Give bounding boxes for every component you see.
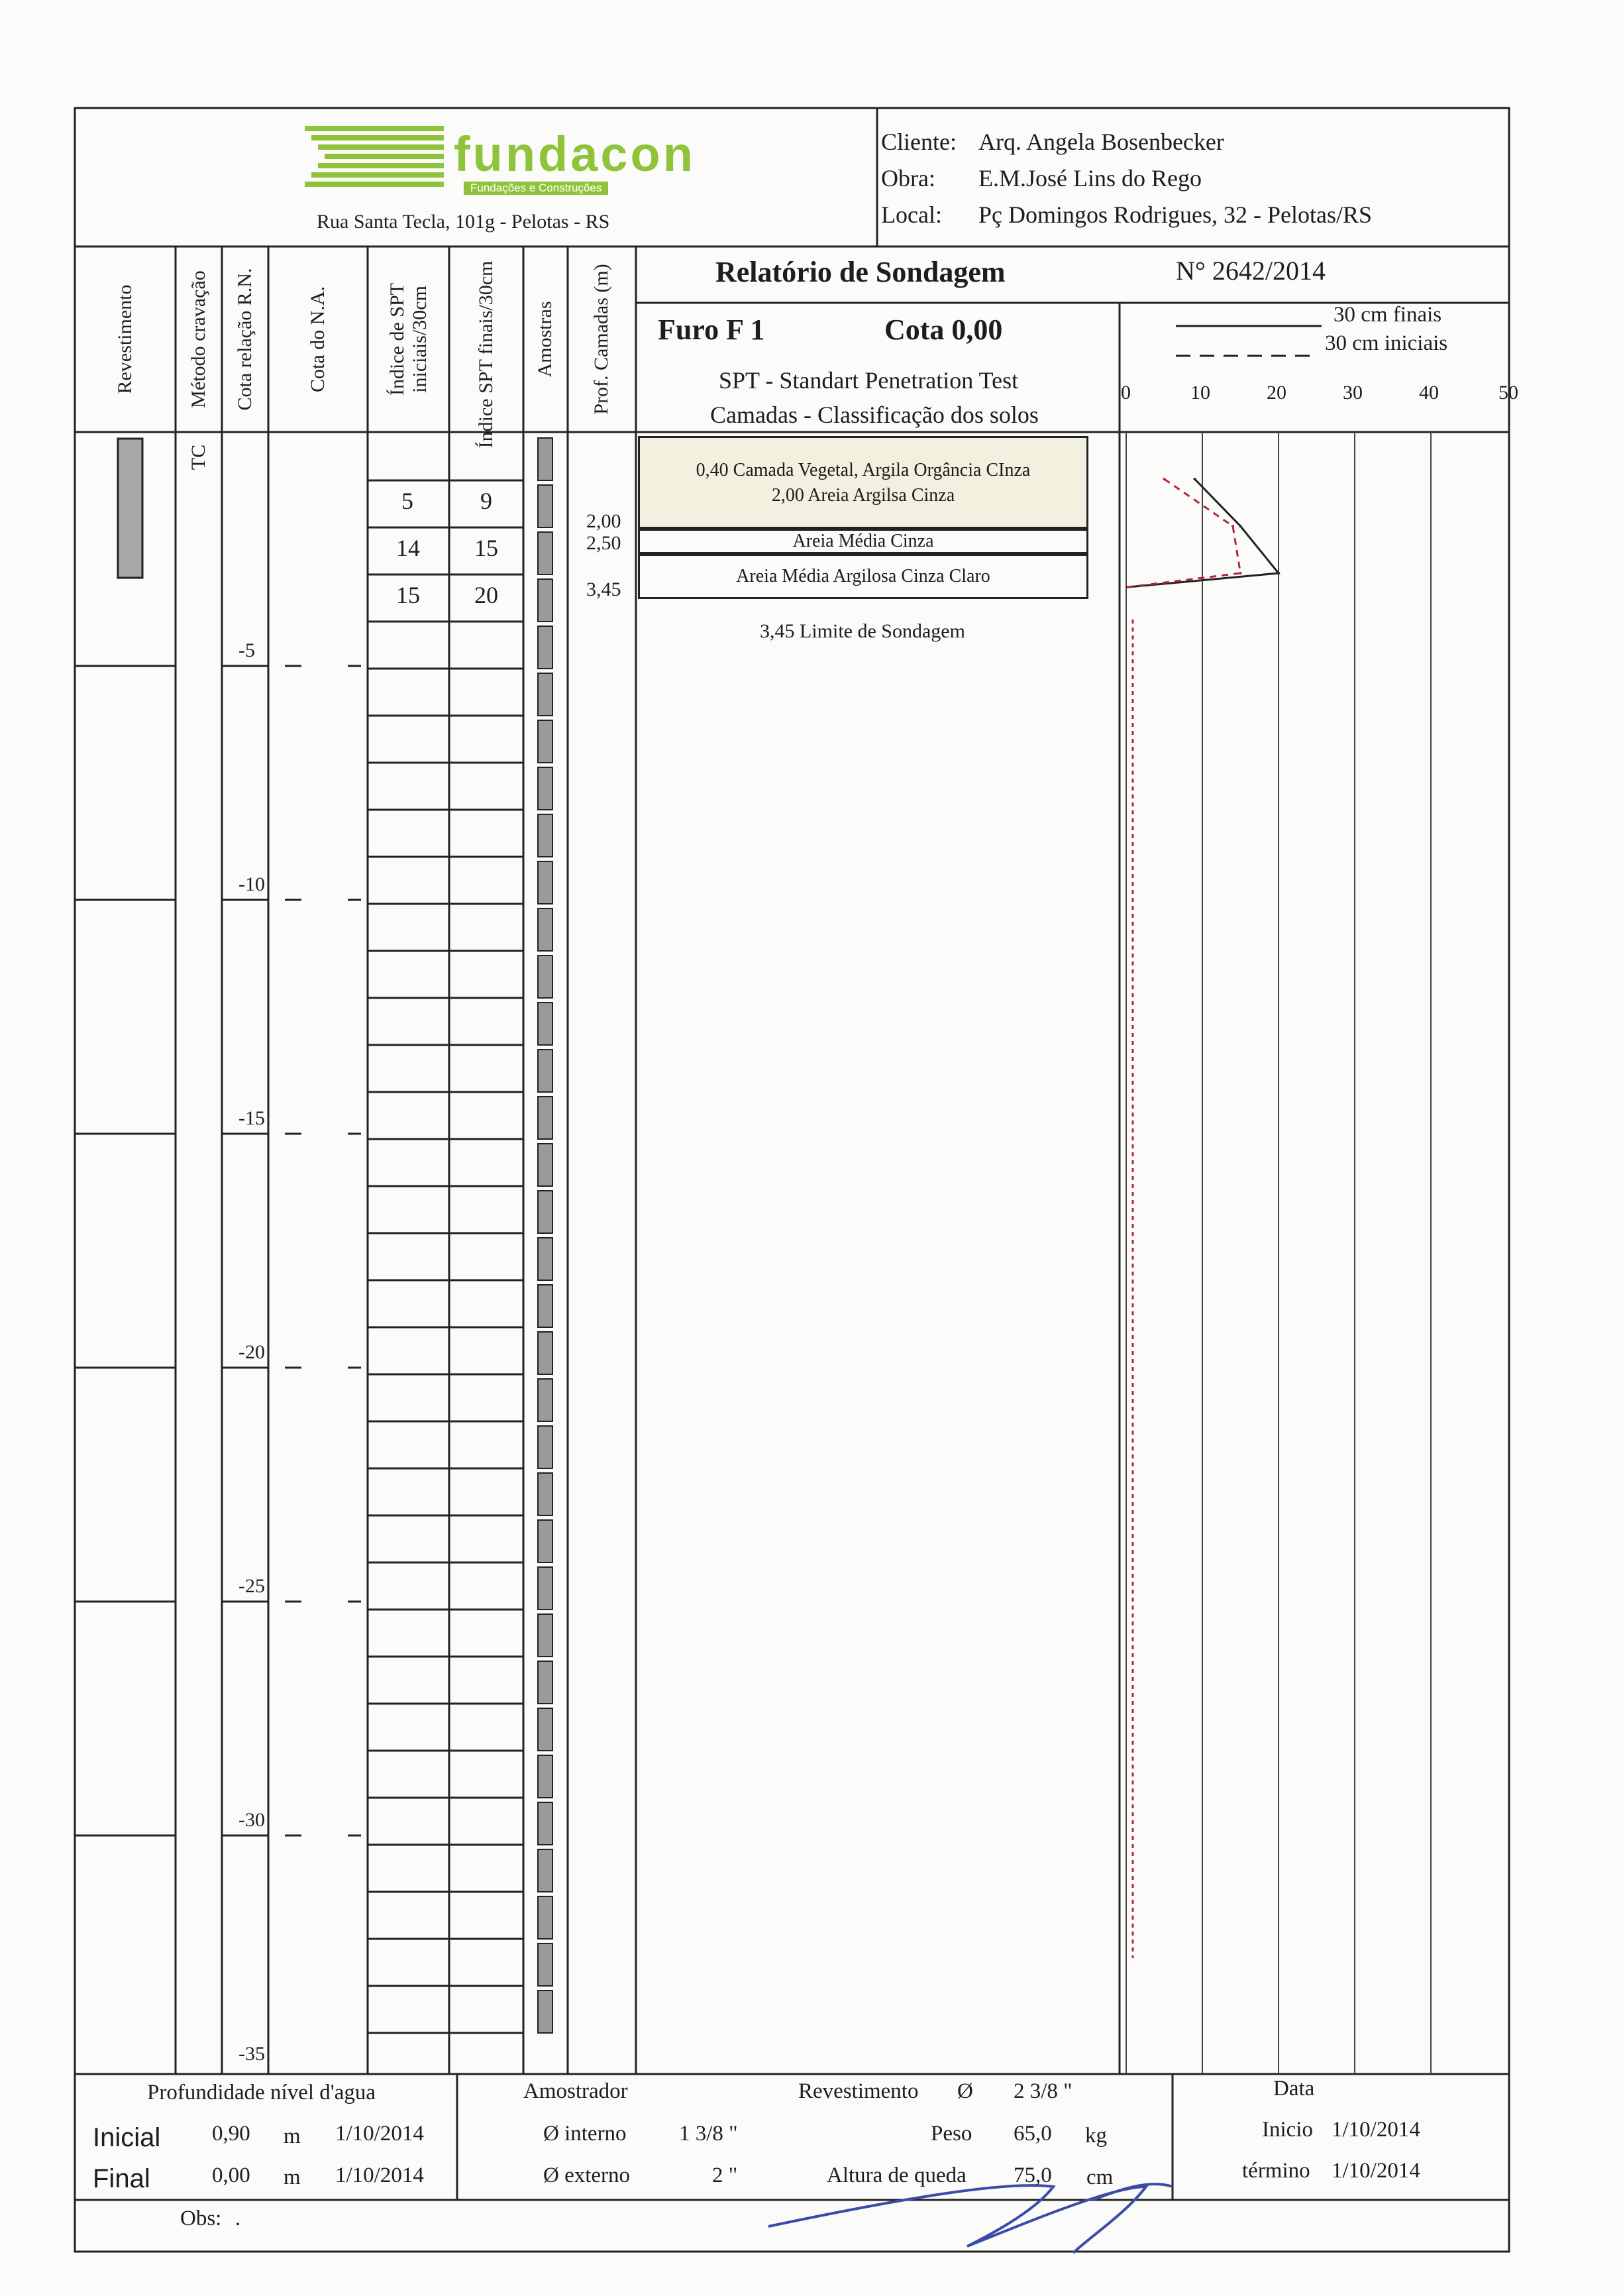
sampler-title: Amostrador — [523, 2079, 628, 2103]
report-number: N° 2642/2014 — [1176, 256, 1326, 286]
test-name: SPT - Standart Penetration Test — [719, 367, 1019, 394]
layers-caption: Camadas - Classificação dos solos — [710, 402, 1039, 428]
final-date: 1/10/2014 — [335, 2163, 424, 2187]
initial-date: 1/10/2014 — [335, 2122, 424, 2146]
depth-mark-5: -5 — [238, 639, 255, 661]
depth-mark-10: -10 — [238, 873, 265, 895]
legend-final: 30 cm finais — [1334, 303, 1442, 327]
soil-layer-1-line2: 2,00 Areia Argilsa Cinza — [771, 485, 955, 506]
final-label: Final — [93, 2164, 150, 2193]
inner-label: Ø interno — [543, 2122, 627, 2146]
drive-method-value: TC — [187, 444, 209, 470]
x-tick-10: 10 — [1190, 382, 1210, 404]
weight-label: Peso — [931, 2122, 972, 2146]
depth-mark-15: -15 — [238, 1107, 265, 1129]
spt-initial-3: 15 — [396, 582, 420, 608]
final-value: 0,00 — [212, 2163, 250, 2187]
col-drive-method: Método cravação — [187, 270, 209, 408]
soil-layer-1-line1: 0,40 Camada Vegetal, Argila Orgância CInza — [696, 460, 1031, 480]
spt-final-3: 20 — [474, 582, 498, 608]
company-address: Rua Santa Tecla, 101g - Pelotas - RS — [317, 211, 610, 233]
end-label: término — [1242, 2159, 1310, 2183]
casing-value: 2 3/8 " — [1014, 2079, 1073, 2103]
series-point-1-0 — [1163, 478, 1166, 480]
spt-initial-2: 14 — [396, 535, 420, 561]
spt-final-2: 15 — [474, 535, 498, 561]
soil-layer-3: Areia Média Argilosa Cinza Claro — [638, 554, 1088, 599]
spt-final-1: 9 — [480, 488, 492, 514]
client-label: Cliente: — [881, 129, 957, 155]
sounding-limit: 3,45 Limite de Sondagem — [760, 620, 965, 642]
outer-value: 2 " — [712, 2163, 738, 2187]
depth-mark-20: -20 — [238, 1341, 265, 1363]
series-line-final — [1126, 479, 1279, 587]
depth-mark-25: -25 — [238, 1575, 265, 1597]
drop-value: 75,0 — [1014, 2163, 1052, 2187]
work-value: E.M.José Lins do Rego — [978, 165, 1202, 191]
x-tick-0: 0 — [1121, 382, 1131, 404]
date-title: Data — [1273, 2077, 1315, 2101]
water-title: Profundidade nível d'agua — [147, 2081, 376, 2105]
inner-value: 1 3/8 " — [679, 2122, 738, 2146]
location-value: Pç Domingos Rodrigues, 32 - Pelotas/RS — [978, 201, 1373, 228]
logo-stripes-icon — [305, 126, 450, 199]
series-line-initial — [1126, 479, 1241, 587]
col-spt-initial-line2: iniciais/30cm — [409, 286, 431, 393]
final-unit: m — [284, 2165, 301, 2189]
hole-label: Furo F 1 — [658, 313, 765, 346]
obs-value: . — [235, 2207, 241, 2230]
company-name: fundacon — [454, 127, 696, 182]
work-label: Obra: — [881, 165, 935, 191]
drop-label: Altura de queda — [827, 2163, 967, 2187]
end-date: 1/10/2014 — [1332, 2159, 1420, 2183]
casing-symbol: Ø — [957, 2079, 973, 2103]
series-point-1-1 — [1231, 525, 1234, 527]
layer-depth-2: 2,50 — [586, 532, 621, 554]
depth-mark-35: -35 — [238, 2043, 265, 2065]
x-tick-40: 40 — [1419, 382, 1439, 404]
col-elevation-rn: Cota relação R.N. — [234, 268, 256, 411]
elevation-label: Cota 0,00 — [884, 313, 1003, 346]
col-spt-final: Índice SPT finais/30cm — [475, 260, 497, 449]
col-casing: Revestimento — [114, 284, 136, 394]
location-label: Local: — [881, 201, 942, 228]
casing-label: Revestimento — [798, 2079, 919, 2103]
soil-layer-2: Areia Média Cinza — [638, 529, 1088, 554]
col-layer-depth: Prof. Camadas (m) — [590, 264, 612, 415]
outer-label: Ø externo — [543, 2163, 631, 2187]
layer-depth-3: 3,45 — [586, 578, 621, 600]
spt-initial-1: 5 — [401, 488, 413, 514]
start-label: Inicio — [1262, 2118, 1313, 2142]
series-point-0-2 — [1277, 572, 1280, 574]
series-point-0-0 — [1194, 478, 1196, 480]
initial-value: 0,90 — [212, 2122, 250, 2146]
x-tick-50: 50 — [1498, 382, 1518, 404]
weight-unit: kg — [1085, 2124, 1107, 2148]
company-tagline: Fundações e Construções — [464, 182, 608, 195]
col-water-level: Cota do N.A. — [307, 286, 329, 392]
weight-value: 65,0 — [1014, 2122, 1052, 2146]
x-tick-20: 20 — [1267, 382, 1286, 404]
company-logo — [305, 126, 696, 199]
series-point-0-1 — [1239, 525, 1242, 527]
initial-label: Inicial — [93, 2123, 161, 2152]
soil-layer-1 — [638, 436, 1088, 529]
col-spt-initial-line1: Índice de SPT — [386, 283, 408, 396]
report-title: Relatório de Sondagem — [715, 256, 1006, 288]
col-spt-initial — [386, 283, 431, 396]
col-samples: Amostras — [534, 301, 556, 378]
initial-unit: m — [284, 2124, 301, 2148]
series-point-1-2 — [1239, 572, 1242, 574]
x-tick-30: 30 — [1343, 382, 1363, 404]
layer-depth-1: 2,00 — [586, 510, 621, 532]
start-date: 1/10/2014 — [1332, 2118, 1420, 2142]
client-value: Arq. Angela Bosenbecker — [978, 129, 1224, 155]
legend-initial: 30 cm iniciais — [1325, 331, 1448, 355]
obs-label: Obs: — [180, 2207, 222, 2230]
drop-unit: cm — [1086, 2165, 1114, 2189]
depth-mark-30: -30 — [238, 1809, 265, 1831]
